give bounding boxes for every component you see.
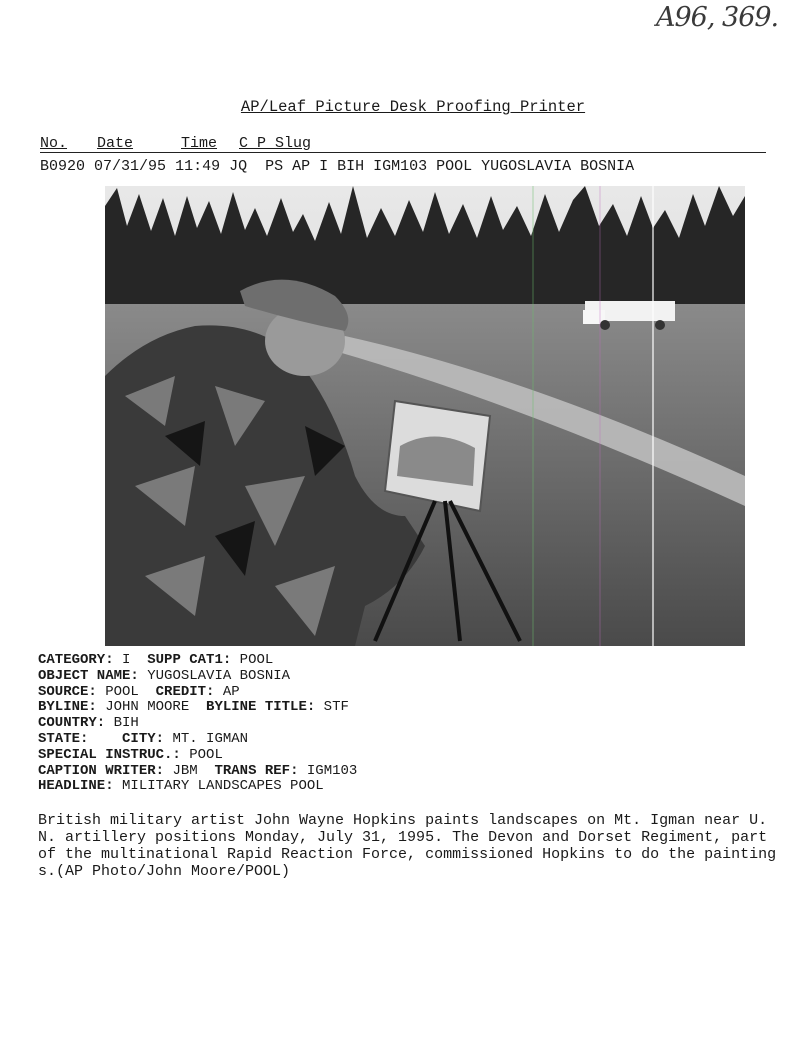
record-no: B0920 bbox=[40, 158, 86, 175]
field-row-country: COUNTRY: BIH bbox=[38, 715, 139, 732]
column-no: No. bbox=[40, 135, 68, 152]
record-time: 11:49 bbox=[175, 158, 221, 175]
column-time: Time bbox=[181, 135, 218, 152]
record-line bbox=[40, 158, 634, 175]
field-row-special-instruc: SPECIAL INSTRUC.: POOL bbox=[38, 746, 223, 763]
page-title: AP/Leaf Picture Desk Proofing Printer bbox=[240, 98, 586, 116]
column-headers bbox=[40, 135, 766, 153]
field-row-source: SOURCE: POOL CREDIT: AP bbox=[38, 683, 240, 700]
record-date: 07/31/95 bbox=[94, 158, 167, 175]
field-row-category: CATEGORY: I SUPP CAT1: POOL bbox=[38, 652, 274, 668]
field-row-byline: BYLINE: JOHN MOORE BYLINE TITLE: STF bbox=[38, 699, 349, 716]
handwritten-annotation: A96, 369. bbox=[656, 2, 779, 33]
field-row-object-name: OBJECT NAME: YUGOSLAVIA BOSNIA bbox=[38, 667, 291, 684]
metadata-fields bbox=[38, 653, 357, 795]
photo-caption: British military artist John Wayne Hopkins paints landscapes on Mt. Igman near U.N. artillery positions Monday, July 31, 1995. The Devon and Dorset Regiment, part of the multinational Rapid Reaction Force, commissioned Hopkins to do the paintings.(AP Photo/John Moore/POOL) bbox=[38, 812, 777, 880]
record-initials: JQ bbox=[229, 158, 248, 175]
record-slug: PS AP I BIH IGM103 POOL YUGOSLAVIA BOSNIA bbox=[265, 158, 635, 175]
field-row-state: STATE: CITY: MT. IGMAN bbox=[38, 730, 249, 747]
field-row-caption-writer: CAPTION WRITER: JBM TRANS REF: IGM103 bbox=[38, 762, 358, 779]
column-cp-slug: C P Slug bbox=[239, 135, 312, 152]
field-row-headline: HEADLINE: MILITARY LANDSCAPES POOL bbox=[38, 778, 324, 795]
press-photo bbox=[105, 186, 745, 646]
column-date: Date bbox=[97, 135, 134, 152]
